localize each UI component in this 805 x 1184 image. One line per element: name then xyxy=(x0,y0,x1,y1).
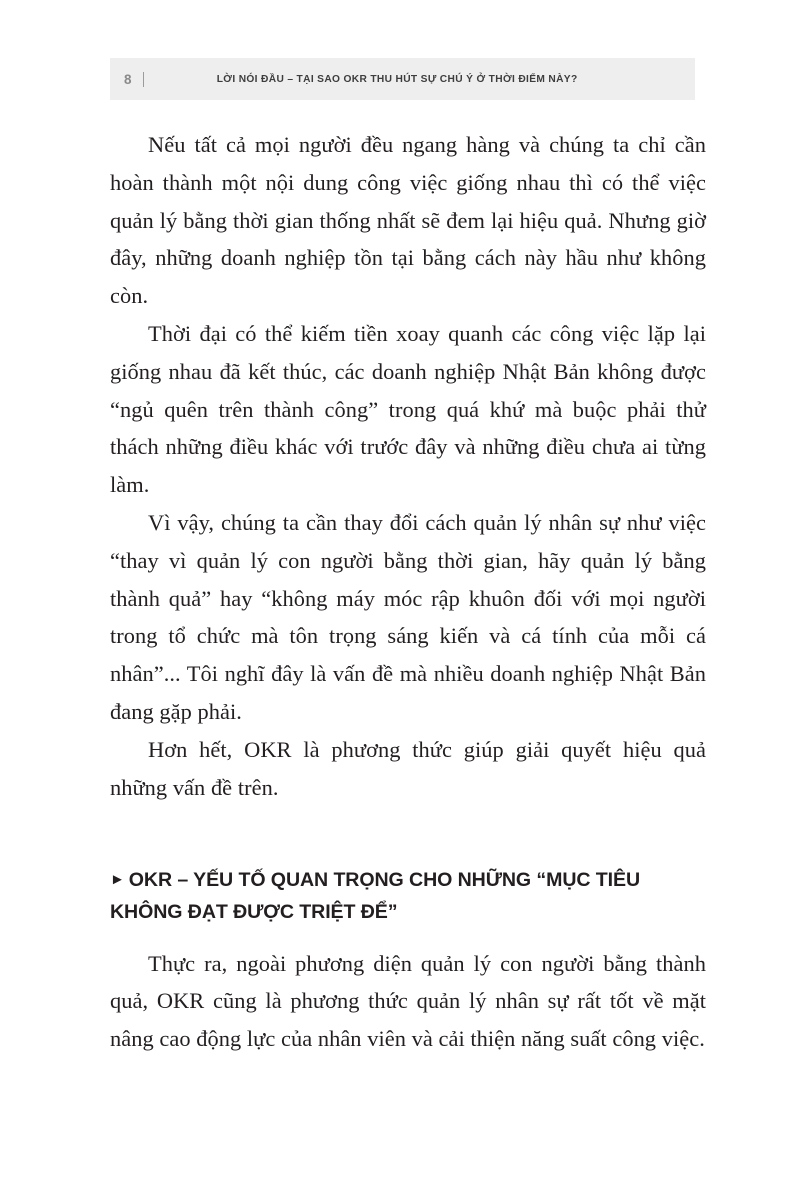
body-paragraph-3: Vì vậy, chúng ta cần thay đổi cách quản lý nhân sự như việc “thay vì quản lý con người bằng thời gian, hãy quản lý bằng thành quả” hay “không máy móc rập khuôn đối với mọi người trong tổ chức mà tôn trọng sáng kiến và cá tính của mỗi cá nhân”... Tôi nghĩ đây là vấn đề mà nhiều doanh nghiệp Nhật Bản đang gặp phải. xyxy=(110,509,706,724)
triangle-right-icon: ► xyxy=(110,871,125,889)
body-paragraph-4: Hơn hết, OKR là phương thức giúp giải quyết hiệu quả những vấn đề trên. xyxy=(110,736,706,800)
header-divider-rule xyxy=(143,72,144,87)
body-paragraph-2: Thời đại có thể kiếm tiền xoay quanh các công việc lặp lại giống nhau đã kết thúc, các doanh nghiệp Nhật Bản không được “ngủ quên trên thành công” trong quá khứ mà buộc phải thử thách những điều khác với trước đây và những điều chưa ai từng làm. xyxy=(110,320,706,498)
running-header-title: LỜI NÓI ĐẦU – TẠI SAO OKR THU HÚT SỰ CHÚ Ý Ở THỜI ĐIỂM NÀY? xyxy=(216,73,578,85)
page-number: 8 xyxy=(124,71,132,87)
section-heading-text: OKR – YẾU TỐ QUAN TRỌNG CHO NHỮNG “MỤC TIÊU KHÔNG ĐẠT ĐƯỢC TRIỆT ĐỂ” xyxy=(110,869,641,924)
running-header xyxy=(110,58,695,100)
section-heading xyxy=(110,864,690,928)
section-paragraph-1: Thực ra, ngoài phương diện quản lý con người bằng thành quả, OKR cũng là phương thức quản lý nhân sự rất tốt về mặt nâng cao động lực của nhân viên và cải thiện năng suất công việc. xyxy=(110,950,706,1052)
body-paragraph-1: Nếu tất cả mọi người đều ngang hàng và chúng ta chỉ cần hoàn thành một nội dung công việc giống nhau thì có thể việc quản lý bằng thời gian thống nhất sẽ đem lại hiệu quả. Nhưng giờ đây, những doanh nghiệp tồn tại bằng cách này hầu như không còn. xyxy=(110,132,706,309)
page-content xyxy=(110,126,706,1058)
